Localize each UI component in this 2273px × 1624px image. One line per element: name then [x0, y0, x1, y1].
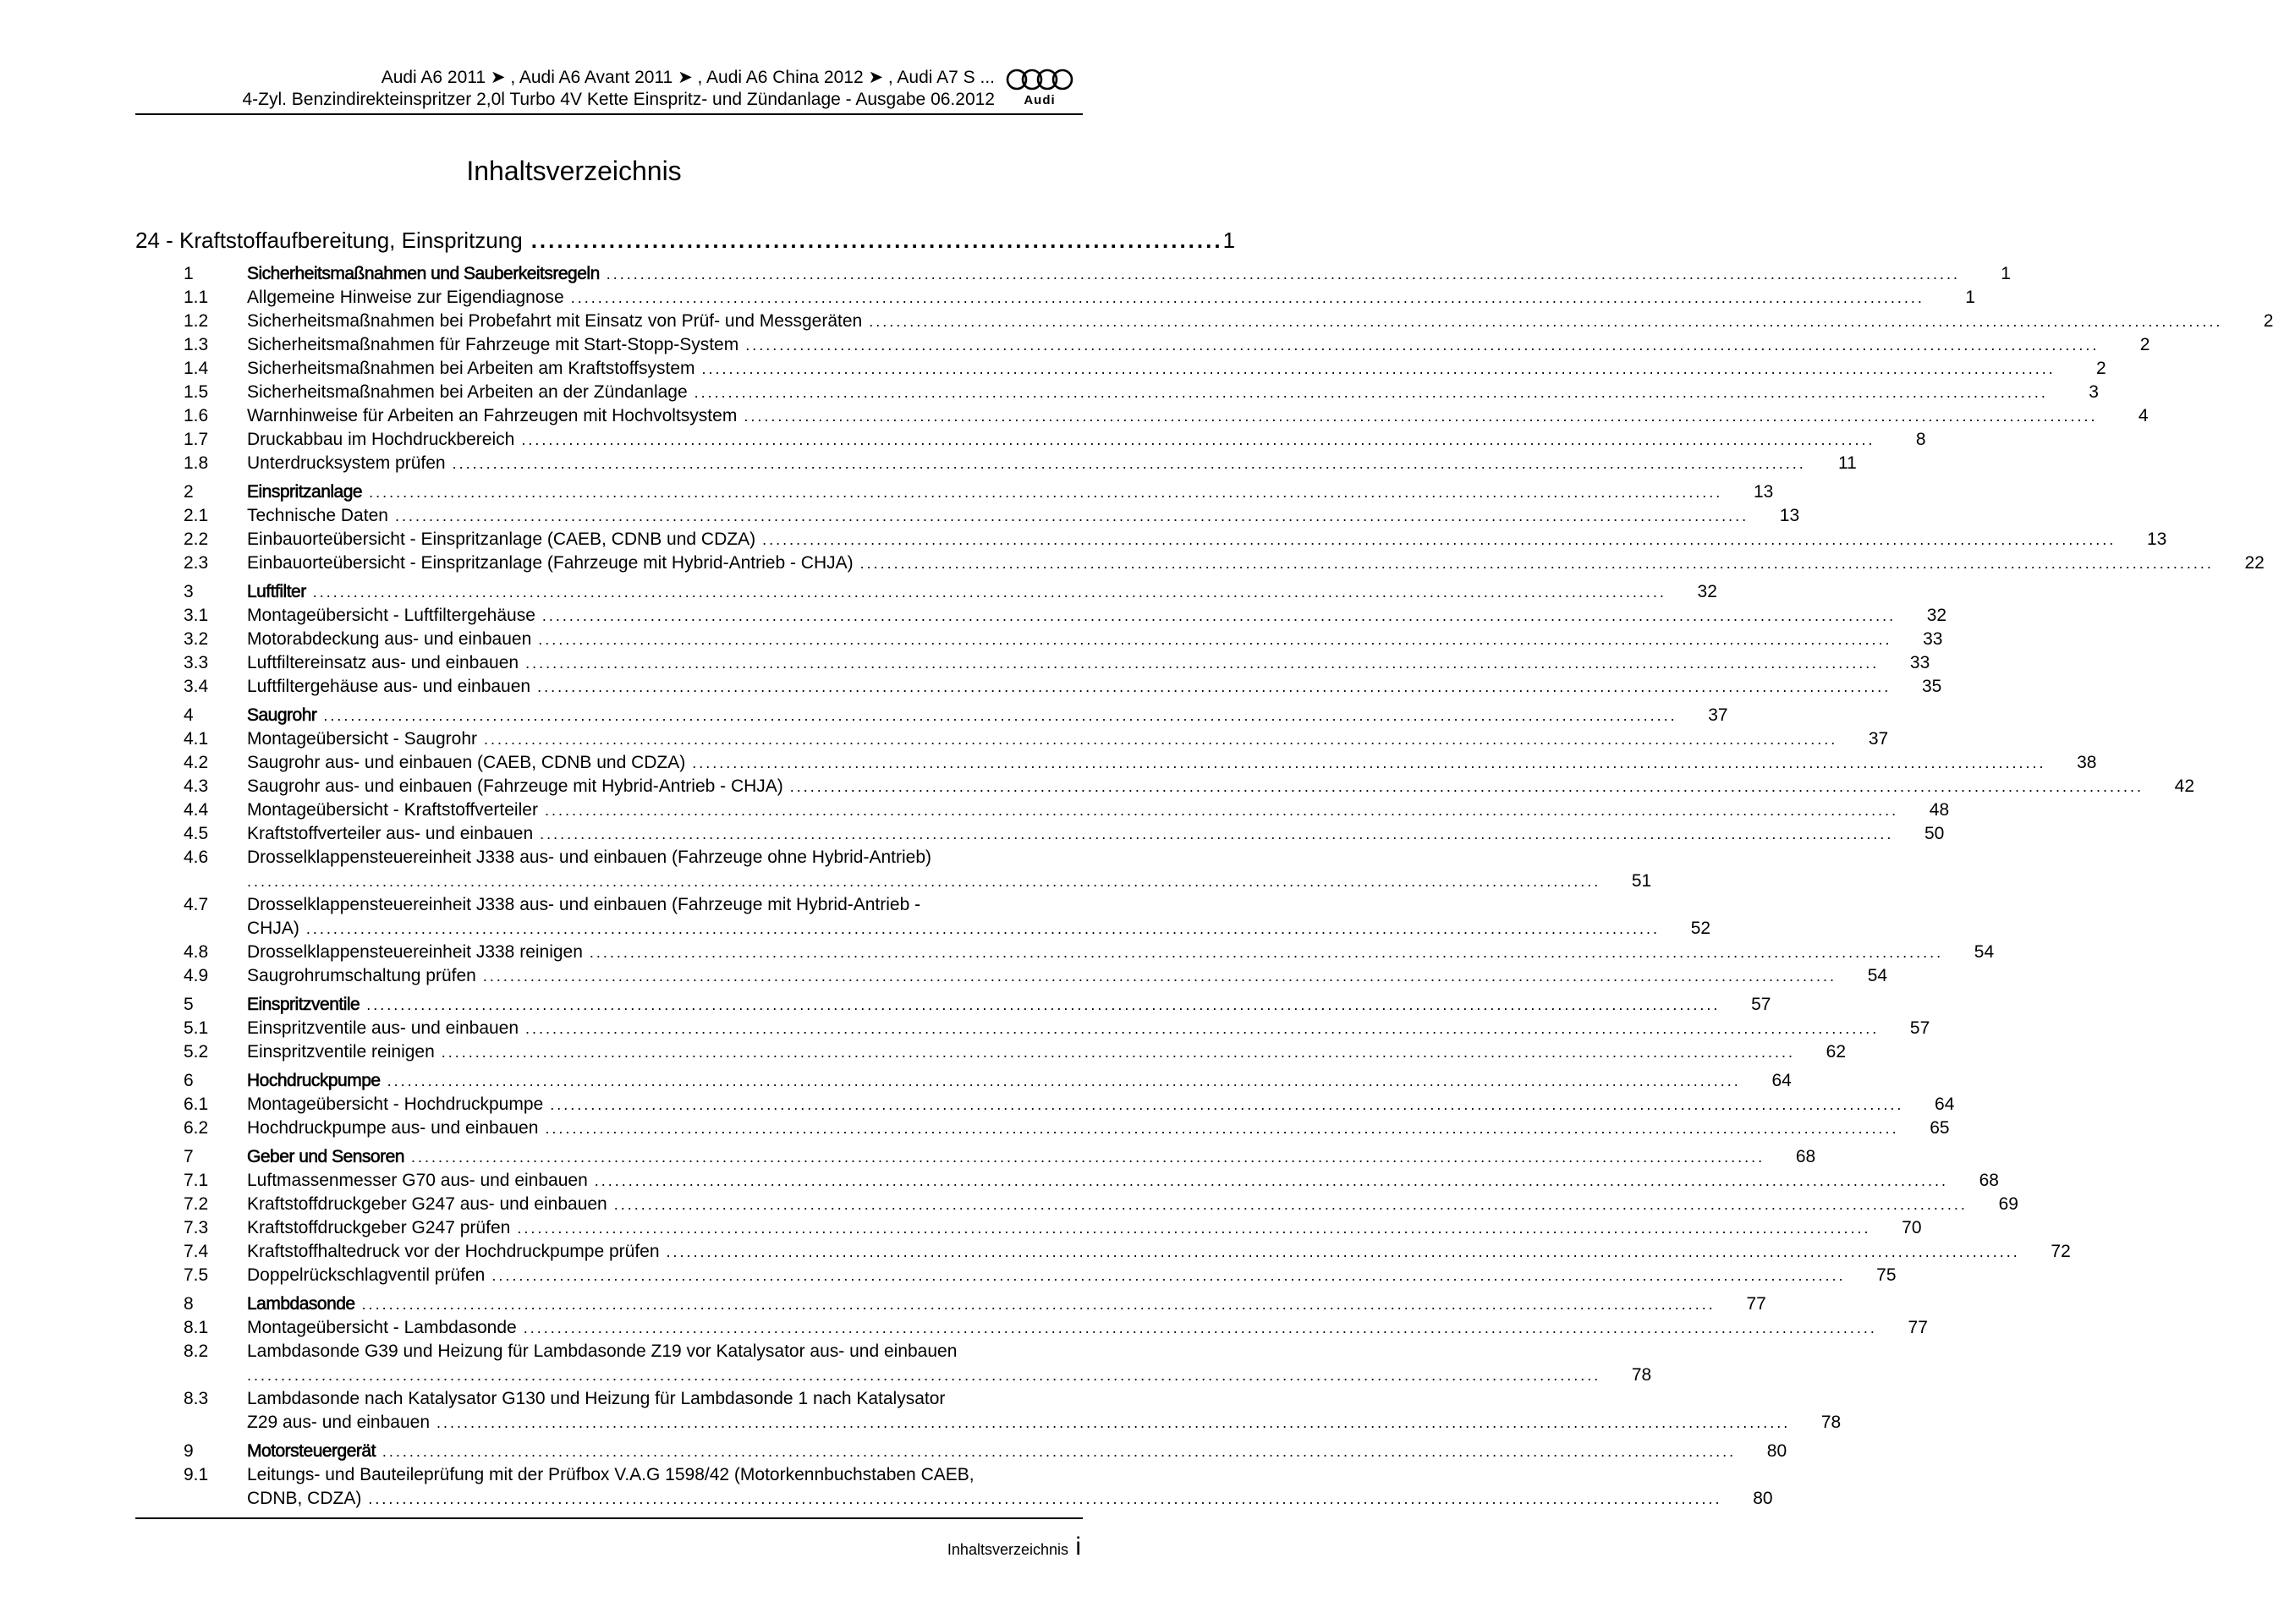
entry-page: 80 [1766, 1441, 1787, 1461]
toc-entry[interactable] [135, 1040, 1846, 1064]
entry-title: Kraftstoffhaltedruck vor der Hochdruckpumpe prüfen [247, 1242, 660, 1261]
entry-title: Luftfilter [247, 582, 306, 601]
entry-page: 52 [1690, 919, 1711, 938]
dot-leader: ........................................................................................................................................................................................................ [452, 455, 1806, 472]
dot-leader: ................................................................................ [530, 228, 1223, 253]
entry-page: 64 [1935, 1095, 1955, 1114]
entry-page: 32 [1926, 606, 1947, 625]
entry-page: 1 [2001, 264, 2011, 283]
toc-entry[interactable] [135, 1340, 1652, 1387]
entry-page: 77 [1908, 1318, 1928, 1337]
entry-page: 13 [2146, 529, 2167, 549]
svg-text:Audi: Audi [1024, 93, 1056, 107]
entry-page: 11 [1837, 453, 1857, 473]
entry-number: 1.8 [184, 453, 209, 473]
entry-number: 7 [184, 1147, 194, 1166]
entry-title: Kraftstoffverteiler aus- und einbauen [247, 824, 534, 843]
entry-number: 5 [184, 995, 194, 1014]
dot-leader: ........................................................................................................................................................................................................ [692, 754, 2046, 771]
entry-title-line1: Leitungs- und Bauteileprüfung mit der Prüfbox V.A.G 1598/42 (Motorkennbuchstaben CAEB, [247, 1465, 975, 1484]
entry-number: 9.1 [184, 1465, 209, 1484]
entry-number: 6.2 [184, 1118, 209, 1138]
entry-number: 1.2 [184, 311, 209, 331]
entry-page: 69 [1998, 1194, 2018, 1214]
toc-section[interactable] [135, 1145, 1816, 1169]
entry-page: 2 [2096, 359, 2106, 378]
entry-number: 8.2 [184, 1341, 209, 1361]
toc-entry[interactable] [135, 452, 1857, 475]
entry-number: 4.3 [184, 776, 209, 796]
toc-entry[interactable] [135, 893, 1711, 941]
toc-entry[interactable] [135, 428, 1926, 452]
entry-page: 48 [1929, 800, 1950, 820]
dot-leader: ........................................................................................................................................................................................................ [410, 1149, 1765, 1166]
entry-page: 62 [1826, 1042, 1846, 1062]
entry-title-line1: Drosselklappensteuereinheit J338 aus- und einbauen (Fahrzeuge ohne Hybrid-Antrieb) [247, 848, 931, 867]
dot-leader: ........................................................................................................................................................................................................ [570, 289, 1924, 306]
entry-title: Saugrohr aus- und einbauen (Fahrzeuge mit Hybrid-Antrieb - CHJA) [247, 776, 783, 796]
entry-title: Sicherheitsmaßnahmen bei Arbeiten am Kraftstoffsystem [247, 359, 695, 378]
entry-number: 8 [184, 1294, 194, 1314]
entry-number: 4 [184, 705, 194, 725]
entry-page: 42 [2174, 776, 2194, 796]
entry-number: 2.3 [184, 553, 209, 573]
dot-leader: ........................................................................................................................................................................................................ [436, 1414, 1791, 1431]
dot-leader: ........................................................................................................................................................................................................ [701, 360, 2056, 377]
entry-title: CHJA) [247, 919, 299, 938]
toc-entry[interactable] [135, 1240, 2071, 1264]
entry-title: Sicherheitsmaßnahmen und Sauberkeitsregeln [247, 264, 600, 283]
toc-entry[interactable] [135, 1169, 1999, 1193]
dot-leader: ........................................................................................................................................................................................................ [361, 1296, 1716, 1313]
entry-page: 77 [1746, 1294, 1766, 1314]
dot-leader: ........................................................................................................................................................................................................ [694, 384, 2048, 401]
toc-entry[interactable] [135, 1116, 1950, 1140]
dot-leader: ........................................................................................................................................................................................................ [491, 1267, 1846, 1284]
dot-leader: ........................................................................................................................................................................................................ [550, 1096, 1904, 1113]
dot-leader: ........................................................................................................................................................................................................ [606, 266, 1960, 283]
toc-entry[interactable] [135, 1316, 1928, 1340]
dot-leader: ........................................................................................................................................................................................................ [544, 802, 1899, 819]
entry-page: 37 [1708, 705, 1728, 725]
dot-leader: ........................................................................................................................................................................................................ [666, 1243, 2020, 1260]
entry-title: Montageübersicht - Kraftstoffverteiler [247, 800, 538, 820]
entry-number: 4.2 [184, 753, 209, 772]
entry-title: Montageübersicht - Luftfiltergehäuse [247, 606, 535, 625]
entry-number: 7.2 [184, 1194, 209, 1214]
dot-leader: ........................................................................................................................................................................................................ [540, 826, 1894, 842]
toc-entry[interactable] [135, 1216, 1922, 1240]
entry-number: 4.1 [184, 729, 209, 749]
entry-number: 5.1 [184, 1018, 209, 1038]
toc-entry[interactable] [135, 846, 1652, 893]
dot-leader: ........................................................................................................................................................................................................ [369, 484, 1723, 501]
entry-page: 13 [1779, 506, 1800, 525]
entry-page: 68 [1979, 1171, 1999, 1190]
entry-number: 4.6 [184, 848, 209, 867]
toc-entry[interactable] [135, 775, 2194, 798]
entry-page: 70 [1902, 1218, 1922, 1237]
entry-number: 4.8 [184, 942, 209, 962]
toc-entry[interactable] [135, 528, 2167, 551]
entry-number: 8.3 [184, 1389, 209, 1408]
toc-entry[interactable] [135, 381, 2099, 404]
entry-title: Drosselklappensteuereinheit J338 reinigen [247, 942, 583, 962]
entry-title: Kraftstoffdruckgeber G247 prüfen [247, 1218, 511, 1237]
dot-leader: ........................................................................................................................................................................................................ [312, 584, 1666, 601]
entry-title: Doppelrückschlagventil prüfen [247, 1265, 486, 1285]
chapter-title: 24 - Kraftstoffaufbereitung, Einspritzung [135, 228, 523, 253]
toc-entry[interactable] [135, 651, 1930, 675]
page-header [135, 66, 1083, 115]
toc-section[interactable] [135, 704, 1728, 727]
entry-title-line1: Lambdasonde G39 und Heizung für Lambdasonde Z19 vor Katalysator aus- und einbauen [247, 1341, 958, 1361]
toc-section[interactable] [135, 580, 1717, 604]
entry-title: Einspritzanlage [247, 482, 363, 502]
entry-page: 33 [1909, 653, 1930, 672]
dot-leader: ........................................................................................................................................................................................................ [523, 1320, 1877, 1336]
entry-number: 1.4 [184, 359, 209, 378]
table-of-contents [135, 218, 2273, 1511]
toc-entry[interactable] [135, 310, 2273, 333]
toc-section[interactable] [135, 1292, 1766, 1316]
dot-leader: ........................................................................................................................................................................................................ [247, 1367, 1601, 1384]
entry-title: Einspritzventile [247, 995, 360, 1014]
entry-number: 9 [184, 1441, 194, 1461]
entry-page: 37 [1868, 729, 1889, 749]
entry-title: Motorsteuergerät [247, 1441, 376, 1461]
entry-number: 3.1 [184, 606, 209, 625]
entry-title: Montageübersicht - Lambdasonde [247, 1318, 517, 1337]
entry-title: Kraftstoffdruckgeber G247 aus- und einbauen [247, 1194, 607, 1214]
entry-title: Einbauorteübersicht - Einspritzanlage (Fahrzeuge mit Hybrid-Antrieb - CHJA) [247, 553, 854, 573]
entry-title: Montageübersicht - Hochdruckpumpe [247, 1095, 544, 1114]
entry-page: 78 [1820, 1413, 1842, 1432]
entry-page: 75 [1876, 1265, 1897, 1285]
toc-entry[interactable] [135, 822, 1945, 846]
entry-number: 1 [184, 264, 194, 283]
entry-page: 80 [1753, 1489, 1773, 1508]
toc-entry[interactable] [135, 604, 1947, 628]
dot-leader: ........................................................................................................................................................................................................ [368, 1490, 1722, 1507]
toc-entry[interactable] [135, 751, 2097, 775]
entry-page: 13 [1753, 482, 1774, 502]
footer-label: Inhaltsverzeichnis [947, 1541, 1068, 1558]
entry-number: 3.2 [184, 629, 209, 649]
entry-title: Druckabbau im Hochdruckbereich [247, 430, 515, 449]
entry-page: 57 [1751, 995, 1771, 1014]
toc-entry[interactable] [135, 286, 1975, 310]
dot-leader: ........................................................................................................................................................................................................ [525, 655, 1880, 672]
entry-title-line1: Drosselklappensteuereinheit J338 aus- und einbauen (Fahrzeuge mit Hybrid-Antrieb - [247, 895, 921, 914]
toc-section[interactable] [135, 480, 1774, 504]
entry-page: 54 [1867, 966, 1888, 985]
dot-leader: ........................................................................................................................................................................................................ [613, 1196, 1968, 1213]
dot-leader: ........................................................................................................................................................................................................ [482, 968, 1837, 985]
entry-title: Montageübersicht - Saugrohr [247, 729, 477, 749]
entry-number: 2 [184, 482, 194, 502]
entry-number: 6 [184, 1071, 194, 1090]
dot-leader: ........................................................................................................................................................................................................ [545, 1120, 1899, 1137]
toc-section[interactable] [135, 1069, 1792, 1093]
toc-entry[interactable] [135, 1463, 1773, 1511]
toc-entry[interactable] [135, 504, 1800, 528]
header-vehicle-models: Audi A6 2011 ➤ , Audi A6 Avant 2011 ➤ , Audi A6 China 2012 ➤ , Audi A7 S ... [381, 68, 995, 87]
entry-page: 3 [2089, 382, 2099, 402]
entry-number: 6.1 [184, 1095, 209, 1114]
dot-leader: ........................................................................................................................................................................................................ [538, 631, 1892, 648]
entry-title: Luftfiltergehäuse aus- und einbauen [247, 677, 531, 696]
entry-number: 5.2 [184, 1042, 209, 1062]
dot-leader: ........................................................................................................................................................................................................ [745, 337, 2100, 354]
entry-number: 7.4 [184, 1242, 209, 1261]
entry-title: Sicherheitsmaßnahmen für Fahrzeuge mit Start-Stopp-System [247, 335, 739, 354]
entry-page: 68 [1795, 1147, 1816, 1166]
entry-page: 2 [2263, 311, 2273, 331]
entry-number: 1.6 [184, 406, 209, 425]
entry-number: 3.3 [184, 653, 209, 672]
dot-leader: ........................................................................................................................................................................................................ [394, 508, 1749, 524]
dot-leader: ........................................................................................................................................................................................................ [594, 1172, 1948, 1189]
entry-title: Einspritzventile aus- und einbauen [247, 1018, 519, 1038]
dot-leader: ........................................................................................................................................................................................................ [869, 313, 2223, 330]
entry-title: Hochdruckpumpe [247, 1071, 381, 1090]
toc-entry[interactable] [135, 333, 2150, 357]
entry-number: 1.1 [184, 288, 209, 307]
entry-page: 35 [1921, 677, 1942, 696]
entry-number: 4.5 [184, 824, 209, 843]
entry-number: 1.3 [184, 335, 209, 354]
entry-title: Saugrohr aus- und einbauen (CAEB, CDNB und CDZA) [247, 753, 686, 772]
dot-leader: ........................................................................................................................................................................................................ [541, 607, 1897, 624]
entry-title: Geber und Sensoren [247, 1147, 404, 1166]
entry-page: 38 [2077, 753, 2097, 772]
entry-page: 64 [1771, 1071, 1792, 1090]
dot-leader: ........................................................................................................................................................................................................ [537, 678, 1891, 695]
entry-number: 2.1 [184, 506, 209, 525]
entry-number: 1.5 [184, 382, 209, 402]
chapter-page: 1 [1222, 228, 1236, 253]
entry-title: Allgemeine Hinweise zur Eigendiagnose [247, 288, 564, 307]
toc-entry[interactable] [135, 964, 1888, 988]
page-title: Inhaltsverzeichnis [466, 156, 682, 186]
entry-number: 7.5 [184, 1265, 209, 1285]
entry-number: 7.1 [184, 1171, 209, 1190]
toc-section[interactable] [135, 262, 2011, 286]
entry-page: 4 [2138, 406, 2149, 425]
entry-title: Luftfiltereinsatz aus- und einbauen [247, 653, 519, 672]
entry-title: Sicherheitsmaßnahmen bei Arbeiten an der Zündanlage [247, 382, 688, 402]
entry-title: Warnhinweise für Arbeiten an Fahrzeugen mit Hochvoltsystem [247, 406, 738, 425]
entry-number: 3 [184, 582, 194, 601]
entry-page: 8 [1915, 430, 1926, 449]
dot-leader: ........................................................................................................................................................................................................ [366, 996, 1721, 1013]
entry-page: 65 [1930, 1118, 1950, 1138]
dot-leader: ........................................................................................................................................................................................................ [484, 731, 1838, 748]
toc-entry[interactable] [135, 551, 2265, 575]
entry-number: 1.7 [184, 430, 209, 449]
toc-section[interactable] [135, 993, 1771, 1017]
toc-entry[interactable] [135, 628, 1943, 651]
toc-entry[interactable] [135, 1193, 2018, 1216]
toc-entry[interactable] [135, 675, 1942, 699]
toc-entry[interactable] [135, 727, 1889, 751]
dot-leader: ........................................................................................................................................................................................................ [441, 1044, 1795, 1061]
entry-title: Lambdasonde [247, 1294, 355, 1314]
toc-entry[interactable] [135, 1093, 1955, 1116]
entry-title: Z29 aus- und einbauen [247, 1413, 430, 1432]
entry-page: 33 [1923, 629, 1943, 649]
entry-page: 1 [1965, 288, 1975, 307]
entry-title: Luftmassenmesser G70 aus- und einbauen [247, 1171, 588, 1190]
entry-number: 4.9 [184, 966, 209, 985]
entry-title: Einspritzventile reinigen [247, 1042, 435, 1062]
entry-number: 4.7 [184, 895, 209, 914]
entry-title: Sicherheitsmaßnahmen bei Probefahrt mit Einsatz von Prüf- und Messgeräten [247, 311, 863, 331]
toc-entry[interactable] [135, 1017, 1930, 1040]
entry-title: Saugrohr [247, 705, 317, 725]
entry-title: Unterdrucksystem prüfen [247, 453, 446, 473]
dot-leader: ........................................................................................................................................................................................................ [387, 1073, 1741, 1089]
entry-page: 57 [1909, 1018, 1930, 1038]
dot-leader: ........................................................................................................................................................................................................ [859, 555, 2214, 572]
chapter-heading[interactable] [135, 218, 1236, 257]
dot-leader: ........................................................................................................................................................................................................ [789, 778, 2144, 795]
entry-number: 3.4 [184, 677, 209, 696]
entry-page: 50 [1924, 824, 1945, 843]
entry-page: 72 [2051, 1242, 2071, 1261]
entry-page: 51 [1631, 871, 1652, 891]
entry-page: 54 [1974, 942, 1995, 962]
entry-title-line1: Lambdasonde nach Katalysator G130 und Heizung für Lambdasonde 1 nach Katalysator [247, 1389, 946, 1408]
entry-page: 32 [1697, 582, 1717, 601]
dot-leader: ........................................................................................................................................................................................................ [744, 408, 2098, 425]
audi-logo [1002, 66, 1083, 108]
entry-number: 8.1 [184, 1318, 209, 1337]
entry-title: Technische Daten [247, 506, 388, 525]
header-document-subtitle: 4-Zyl. Benzindirekteinspritzer 2,0l Turbo 4V Kette Einspritz- und Zündanlage - Ausgabe 06.2012 [242, 90, 995, 109]
entry-page: 2 [2139, 335, 2150, 354]
entry-number: 2.2 [184, 529, 209, 549]
dot-leader: ........................................................................................................................................................................................................ [305, 920, 1661, 937]
toc-entry[interactable] [135, 404, 2149, 428]
dot-leader: ........................................................................................................................................................................................................ [323, 707, 1677, 724]
dot-leader: ........................................................................................................................................................................................................ [589, 944, 1944, 961]
entry-number: 7.3 [184, 1218, 209, 1237]
dot-leader: ........................................................................................................................................................................................................ [762, 531, 2117, 548]
entry-number: 4.4 [184, 800, 209, 820]
toc-entry[interactable] [135, 798, 1950, 822]
toc-entry[interactable] [135, 1264, 1897, 1287]
dot-leader: ........................................................................................................................................................................................................ [517, 1220, 1871, 1237]
dot-leader: ........................................................................................................................................................................................................ [382, 1443, 1737, 1460]
toc-entry[interactable] [135, 1387, 1842, 1435]
toc-entry[interactable] [135, 941, 1995, 964]
entry-title: Hochdruckpumpe aus- und einbauen [247, 1118, 539, 1138]
footer-rule [135, 1517, 1083, 1519]
toc-section[interactable] [135, 1440, 1787, 1463]
dot-leader: ........................................................................................................................................................................................................ [525, 1020, 1880, 1037]
entry-title: CDNB, CDZA) [247, 1489, 362, 1508]
dot-leader: ........................................................................................................................................................................................................ [521, 431, 1875, 448]
entry-page: 22 [2244, 553, 2265, 573]
entry-page: 78 [1631, 1365, 1652, 1385]
entry-title: Saugrohrumschaltung prüfen [247, 966, 476, 985]
dot-leader: ........................................................................................................................................................................................................ [247, 873, 1601, 890]
toc-entry[interactable] [135, 357, 2106, 381]
entry-title: Einbauorteübersicht - Einspritzanlage (CAEB, CDNB und CDZA) [247, 529, 756, 549]
footer-page-number: i [1075, 1533, 1081, 1561]
entry-title: Motorabdeckung aus- und einbauen [247, 629, 532, 649]
